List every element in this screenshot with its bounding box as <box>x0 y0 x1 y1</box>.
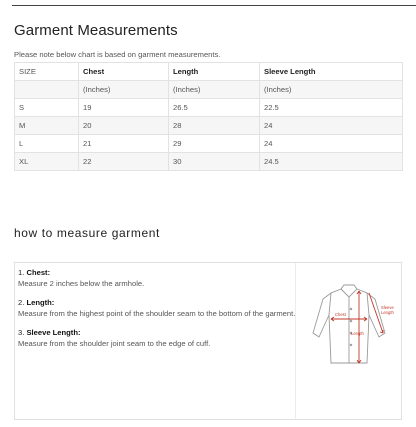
step-text: Measure from the shoulder joint seam to the edge of cuff. <box>18 338 211 348</box>
header-sleeve-length: Sleeve Length <box>260 63 403 81</box>
table-units-row <box>15 81 403 99</box>
table-row <box>15 135 403 153</box>
chest-cell: 21 <box>79 135 169 153</box>
size-cell: L <box>15 135 79 153</box>
step-label: Chest: <box>26 268 51 277</box>
table-row <box>15 117 403 135</box>
table-row <box>15 99 403 117</box>
length-cell: 28 <box>169 117 260 135</box>
shirt-measurement-diagram <box>301 275 397 371</box>
how-to-measure-box <box>14 262 402 420</box>
step-chest <box>18 268 296 289</box>
step-number: 2. <box>18 298 25 307</box>
page-title: Garment Measurements <box>14 22 178 39</box>
size-chart-table <box>14 62 403 171</box>
sleeve-cell: 24 <box>260 117 403 135</box>
header-length: Length <box>169 63 260 81</box>
step-text: Measure 2 inches below the armhole. <box>18 278 145 288</box>
chest-diagram-label: Chest <box>335 312 346 317</box>
sleeve-diagram-label-2: Length <box>381 310 394 315</box>
top-divider <box>12 5 416 6</box>
units-cell <box>15 81 79 99</box>
size-cell: XL <box>15 153 79 171</box>
table-row <box>15 153 403 171</box>
step-number: 3. <box>18 328 25 337</box>
units-cell: (Inches) <box>79 81 169 99</box>
sleeve-cell: 22.5 <box>260 99 403 117</box>
step-text: Measure from the highest point of the shoulder seam to the bottom of the garment. <box>18 308 296 318</box>
length-cell: 30 <box>169 153 260 171</box>
sleeve-cell: 24.5 <box>260 153 403 171</box>
header-size: SIZE <box>15 63 79 81</box>
sleeve-cell: 24 <box>260 135 403 153</box>
chart-note: Please note below chart is based on garment measurements. <box>14 50 221 59</box>
header-chest: Chest <box>79 63 169 81</box>
step-label: Length: <box>26 298 55 307</box>
how-to-heading: how to measure garment <box>14 226 160 240</box>
size-cell: M <box>15 117 79 135</box>
measure-lines <box>331 291 383 363</box>
box-divider <box>295 263 296 419</box>
table-header-row <box>15 63 403 81</box>
length-diagram-label: Length <box>351 331 364 336</box>
chest-cell: 20 <box>79 117 169 135</box>
units-cell: (Inches) <box>169 81 260 99</box>
step-sleeve-length <box>18 328 296 349</box>
units-cell: (Inches) <box>260 81 403 99</box>
chest-cell: 22 <box>79 153 169 171</box>
sleeve-diagram-label-1: Sleeve <box>381 305 394 310</box>
measure-instructions <box>18 268 296 358</box>
step-label: Sleeve Length: <box>26 328 81 337</box>
length-cell: 26.5 <box>169 99 260 117</box>
length-cell: 29 <box>169 135 260 153</box>
step-number: 1. <box>18 268 25 277</box>
shirt-outline-icon <box>313 285 385 363</box>
chest-cell: 19 <box>79 99 169 117</box>
size-cell: S <box>15 99 79 117</box>
step-length <box>18 298 296 319</box>
